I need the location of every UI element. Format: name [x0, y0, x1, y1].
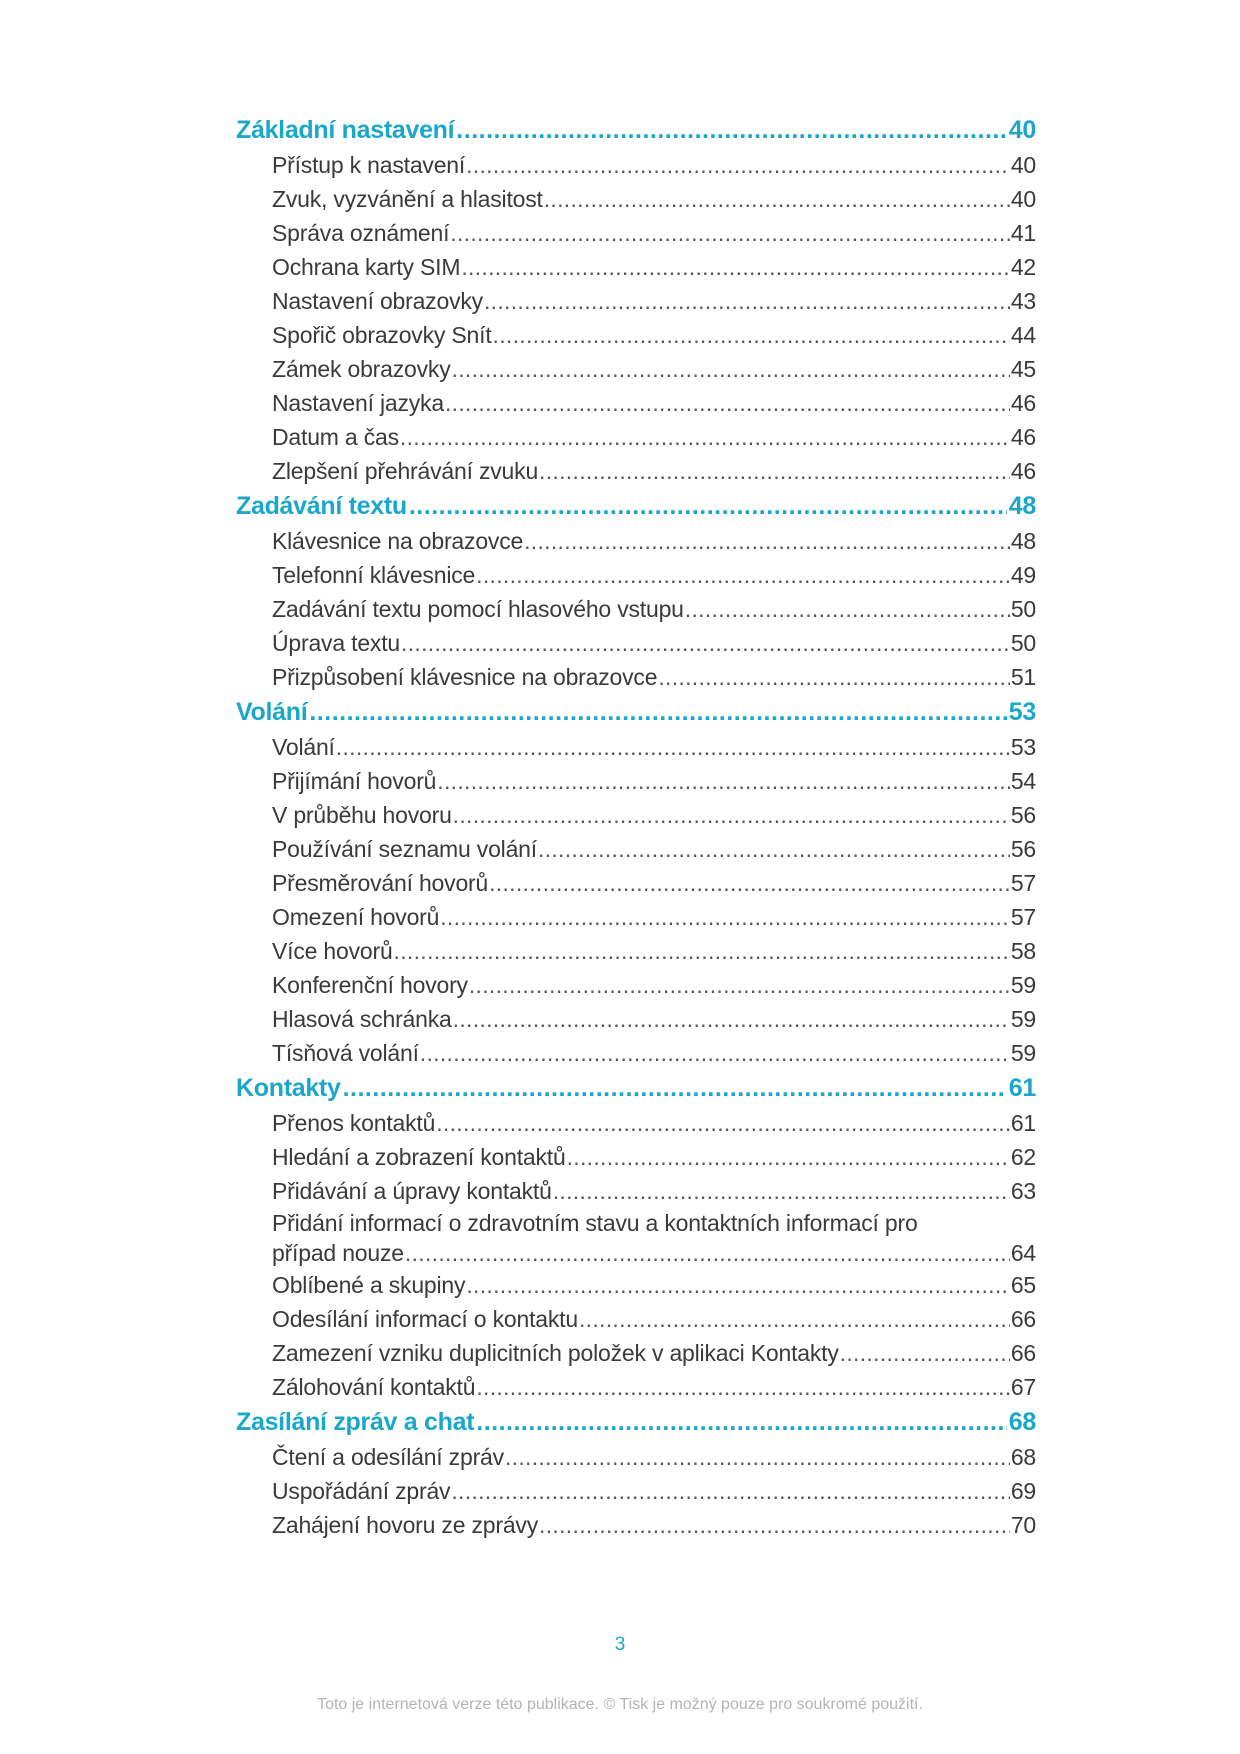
dot-leader — [343, 1070, 1007, 1106]
toc-entry-page: 62 — [1010, 1144, 1036, 1170]
toc-entry-title: Přenos kontaktů — [272, 1110, 436, 1136]
dot-leader — [450, 216, 1010, 250]
toc-entry-page: 49 — [1010, 562, 1036, 588]
toc-entry-page: 59 — [1010, 972, 1036, 998]
toc-entry-page: 42 — [1010, 254, 1036, 280]
toc-entry-page: 58 — [1010, 938, 1036, 964]
toc-entry-continuation — [272, 1238, 1036, 1268]
toc-entry-page: 67 — [1010, 1374, 1036, 1400]
toc-entry-page: 66 — [1010, 1340, 1036, 1366]
dot-leader — [524, 524, 1010, 558]
toc-entry-title: Volání — [272, 734, 335, 760]
toc-entry-title: Zadávání textu pomocí hlasového vstupu — [272, 596, 684, 622]
toc-entry[interactable] — [272, 866, 1036, 900]
toc-heading-page: 61 — [1008, 1074, 1036, 1102]
toc-entry[interactable] — [272, 1106, 1036, 1140]
toc-entry-title: Klávesnice na obrazovce — [272, 528, 524, 554]
dot-leader — [466, 1268, 1010, 1302]
dot-leader — [685, 592, 1010, 626]
toc-entry-title: Zahájení hovoru ze zprávy — [272, 1512, 539, 1538]
dot-leader — [451, 1474, 1009, 1508]
toc-entry-title: Nastavení obrazovky — [272, 288, 483, 314]
toc-entry-page: 59 — [1010, 1006, 1036, 1032]
toc-entry[interactable] — [272, 216, 1036, 250]
toc-entry-title-cont: případ nouze — [272, 1240, 404, 1266]
toc-entry-page: 70 — [1010, 1512, 1036, 1538]
dot-leader — [840, 1336, 1010, 1370]
toc-entry-title: Hledání a zobrazení kontaktů — [272, 1144, 566, 1170]
toc-entry-page: 57 — [1010, 870, 1036, 896]
toc-section — [236, 1070, 1036, 1404]
dot-leader — [309, 694, 1006, 730]
table-of-contents — [236, 112, 1036, 1542]
dot-leader — [539, 1508, 1010, 1542]
dot-leader — [493, 318, 1010, 352]
toc-entry-title: Konferenční hovory — [272, 972, 468, 998]
toc-entry-title: Odesílání informací o kontaktu — [272, 1306, 578, 1332]
toc-entry[interactable] — [272, 1036, 1036, 1070]
toc-entry-page: 46 — [1010, 458, 1036, 484]
toc-entry-title: Přístup k nastavení — [272, 152, 466, 178]
dot-leader — [456, 112, 1006, 148]
toc-entry-page: 63 — [1010, 1178, 1036, 1204]
toc-entry[interactable] — [272, 1370, 1036, 1404]
toc-entry-title: Čtení a odesílání zpráv — [272, 1444, 504, 1470]
toc-entry-title: Správa oznámení — [272, 220, 450, 246]
dot-leader — [539, 454, 1010, 488]
toc-entry-title: Úprava textu — [272, 630, 400, 656]
dot-leader — [440, 900, 1010, 934]
toc-heading-title: Zadávání textu — [236, 492, 407, 520]
toc-entry-title: Přesměrování hovorů — [272, 870, 489, 896]
toc-entry[interactable] — [272, 454, 1036, 488]
toc-entry[interactable] — [272, 1208, 1036, 1268]
toc-entry[interactable] — [272, 1140, 1036, 1174]
toc-entry-title: Ochrana karty SIM — [272, 254, 461, 280]
toc-entry-page: 61 — [1010, 1110, 1036, 1136]
toc-entry[interactable] — [272, 182, 1036, 216]
toc-entry-page: 43 — [1010, 288, 1036, 314]
toc-entry[interactable] — [272, 832, 1036, 866]
toc-heading-page: 40 — [1008, 116, 1036, 144]
dot-leader — [394, 934, 1010, 968]
toc-entry[interactable] — [272, 1268, 1036, 1302]
dot-leader — [484, 284, 1010, 318]
toc-entry[interactable] — [272, 148, 1036, 182]
toc-entry[interactable] — [272, 352, 1036, 386]
dot-leader — [469, 968, 1010, 1002]
dot-leader — [538, 832, 1010, 866]
toc-entry[interactable] — [272, 968, 1036, 1002]
toc-entry[interactable] — [272, 558, 1036, 592]
toc-entry[interactable] — [272, 1474, 1036, 1508]
page-number: 3 — [614, 1634, 626, 1655]
toc-entry-title: Oblíbené a skupiny — [272, 1272, 466, 1298]
toc-entry-title: Zvuk, vyzvánění a hlasitost — [272, 186, 543, 212]
toc-entry[interactable] — [272, 1440, 1036, 1474]
toc-entry-title: Datum a čas — [272, 424, 399, 450]
toc-entry-page: 51 — [1010, 664, 1036, 690]
toc-entry-page: 54 — [1010, 768, 1036, 794]
dot-leader — [505, 1440, 1010, 1474]
toc-entry-page: 65 — [1010, 1272, 1036, 1298]
toc-heading-title: Zasílání zpráv a chat — [236, 1408, 475, 1436]
toc-entry-title: Omezení hovorů — [272, 904, 440, 930]
toc-heading-title: Základní nastavení — [236, 116, 455, 144]
toc-heading-title: Volání — [236, 698, 308, 726]
toc-entry-title: Zlepšení přehrávání zvuku — [272, 458, 539, 484]
toc-entry-page: 50 — [1010, 596, 1036, 622]
toc-entry-title: Přidávání a úpravy kontaktů — [272, 1178, 552, 1204]
dot-leader — [658, 660, 1010, 694]
dot-leader — [409, 488, 1007, 524]
dot-leader — [405, 1238, 1010, 1268]
dot-leader — [453, 1002, 1010, 1036]
toc-entry-page: 56 — [1010, 802, 1036, 828]
toc-entry-page: 69 — [1010, 1478, 1036, 1504]
toc-entry[interactable] — [272, 250, 1036, 284]
toc-entry[interactable] — [272, 730, 1036, 764]
toc-section — [236, 488, 1036, 694]
footer-note: Toto je internetová verze této publikace. © Tisk je možný pouze pro soukromé použití. — [317, 1696, 923, 1713]
dot-leader — [452, 352, 1010, 386]
toc-heading[interactable] — [236, 1404, 1036, 1440]
toc-entry-title: Hlasová schránka — [272, 1006, 452, 1032]
toc-entry[interactable] — [272, 1336, 1036, 1370]
toc-heading[interactable] — [236, 112, 1036, 148]
dot-leader — [476, 558, 1010, 592]
toc-entry-title: Nastavení jazyka — [272, 390, 444, 416]
toc-entry-title: Více hovorů — [272, 938, 393, 964]
toc-entry-page: 46 — [1010, 424, 1036, 450]
toc-entry-page: 50 — [1010, 630, 1036, 656]
toc-entry-page: 44 — [1010, 322, 1036, 348]
toc-entry[interactable] — [272, 626, 1036, 660]
dot-leader — [336, 730, 1010, 764]
toc-entry-title: Přizpůsobení klávesnice na obrazovce — [272, 664, 658, 690]
toc-section — [236, 112, 1036, 488]
toc-heading[interactable] — [236, 488, 1036, 524]
toc-entry-title: Tísňová volání — [272, 1040, 419, 1066]
toc-heading-page: 53 — [1008, 698, 1036, 726]
toc-entry[interactable] — [272, 1174, 1036, 1208]
dot-leader — [476, 1404, 1007, 1440]
toc-entry-page: 57 — [1010, 904, 1036, 930]
toc-entry-page: 40 — [1010, 152, 1036, 178]
toc-entry-title: Spořič obrazovky Snít — [272, 322, 492, 348]
toc-entry-page: 53 — [1010, 734, 1036, 760]
toc-entry[interactable] — [272, 284, 1036, 318]
toc-entry-page: 56 — [1010, 836, 1036, 862]
toc-heading-page: 68 — [1008, 1408, 1036, 1436]
toc-entry[interactable] — [272, 660, 1036, 694]
toc-entry-page: 40 — [1010, 186, 1036, 212]
toc-entry-title: V průběhu hovoru — [272, 802, 452, 828]
toc-heading[interactable] — [236, 694, 1036, 730]
dot-leader — [400, 420, 1010, 454]
toc-entry[interactable] — [272, 318, 1036, 352]
toc-section — [236, 1404, 1036, 1542]
dot-leader — [476, 1370, 1009, 1404]
dot-leader — [489, 866, 1010, 900]
toc-entry[interactable] — [272, 900, 1036, 934]
toc-entry-page: 64 — [1010, 1240, 1036, 1266]
toc-entry[interactable] — [272, 386, 1036, 420]
dot-leader — [553, 1174, 1010, 1208]
toc-entry-page: 59 — [1010, 1040, 1036, 1066]
dot-leader — [401, 626, 1010, 660]
toc-entry-page: 46 — [1010, 390, 1036, 416]
dot-leader — [544, 182, 1010, 216]
dot-leader — [453, 798, 1010, 832]
dot-leader — [579, 1302, 1010, 1336]
toc-entry-page: 66 — [1010, 1306, 1036, 1332]
toc-section — [236, 694, 1036, 1070]
toc-heading[interactable] — [236, 1070, 1036, 1106]
toc-entry-page: 45 — [1010, 356, 1036, 382]
toc-entry[interactable] — [272, 764, 1036, 798]
toc-entry[interactable] — [272, 592, 1036, 626]
toc-entry[interactable] — [272, 524, 1036, 558]
toc-entry[interactable] — [272, 798, 1036, 832]
toc-heading-title: Kontakty — [236, 1074, 341, 1102]
dot-leader — [567, 1140, 1010, 1174]
toc-entry-title: Uspořádání zpráv — [272, 1478, 451, 1504]
toc-entry[interactable] — [272, 1508, 1036, 1542]
toc-entry-title: Přijímání hovorů — [272, 768, 437, 794]
dot-leader — [466, 148, 1010, 182]
toc-entry-title: Přidání informací o zdravotním stavu a kontaktních informací pro — [272, 1210, 918, 1236]
dot-leader — [461, 250, 1009, 284]
toc-entry-title: Zámek obrazovky — [272, 356, 451, 382]
toc-entry-page: 68 — [1010, 1444, 1036, 1470]
toc-entry-title: Používání seznamu volání — [272, 836, 537, 862]
toc-entry-title: Zálohování kontaktů — [272, 1374, 476, 1400]
dot-leader — [420, 1036, 1010, 1070]
toc-entry[interactable] — [272, 1002, 1036, 1036]
toc-heading-page: 48 — [1008, 492, 1036, 520]
toc-entry[interactable] — [272, 934, 1036, 968]
toc-entry-title: Telefonní klávesnice — [272, 562, 476, 588]
toc-entry-page: 41 — [1010, 220, 1036, 246]
toc-entry-title: Zamezení vzniku duplicitních položek v aplikaci Kontakty — [272, 1340, 839, 1366]
dot-leader — [437, 764, 1010, 798]
toc-entry[interactable] — [272, 1302, 1036, 1336]
toc-entry[interactable] — [272, 420, 1036, 454]
toc-entry-page: 48 — [1010, 528, 1036, 554]
dot-leader — [436, 1106, 1010, 1140]
dot-leader — [445, 386, 1010, 420]
